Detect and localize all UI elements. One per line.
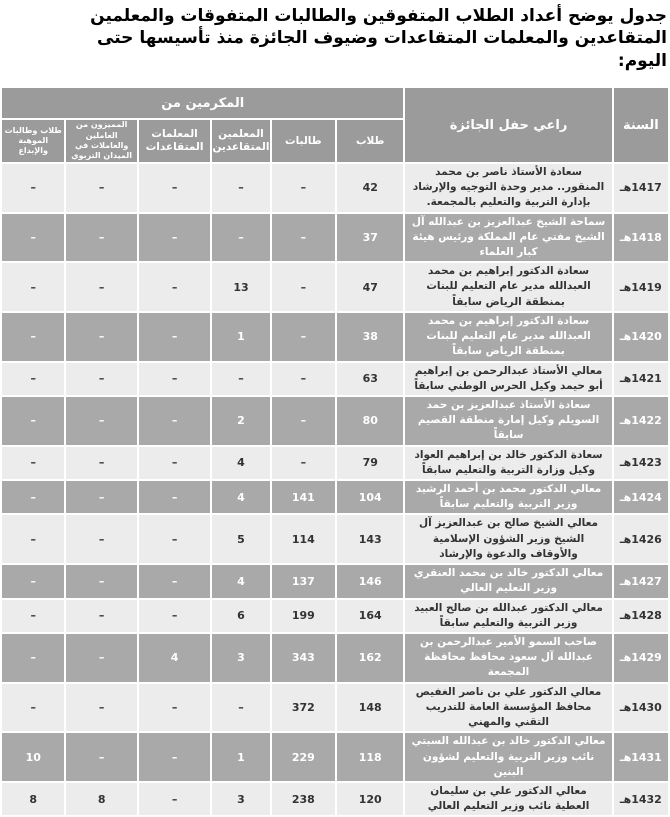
value-cell: –	[139, 565, 210, 597]
value-cell: –	[2, 634, 64, 682]
year-cell: 1428هـ	[614, 600, 668, 632]
year-cell: 1431هـ	[614, 733, 668, 781]
value-cell: –	[212, 363, 269, 395]
page-title: جدول يوضح أعداد الطلاب المتفوقين والطالبات المتفوقات والمعلمين المتقاعدين والمعلمات المتقاعدات وضيوف الجائزة منذ تأسيسها حتى اليوم:	[90, 6, 667, 71]
value-cell: –	[139, 684, 210, 732]
patron-cell: سعادة الأستاذ ناصر بن محمد المنقور.. مدير وحدة التوجيه والإرشاد بإدارة التربية والتعليم بالمجمعة.	[405, 164, 611, 212]
year-cell: 1421هـ	[614, 363, 668, 395]
table-row	[2, 783, 668, 815]
col-header-female-students: طالبات	[272, 120, 335, 162]
col-header-retired-male-teachers: المعلمين المتقاعدين	[212, 120, 269, 162]
value-cell: –	[272, 447, 335, 479]
table-row	[2, 164, 668, 212]
year-cell: 1423هـ	[614, 447, 668, 479]
value-cell: –	[66, 164, 136, 212]
value-cell: –	[272, 397, 335, 445]
value-cell: 146	[337, 565, 403, 597]
table-row	[2, 600, 668, 632]
value-cell: –	[66, 263, 136, 311]
value-cell: –	[66, 515, 136, 563]
value-cell: 8	[66, 783, 136, 815]
value-cell: 229	[272, 733, 335, 781]
value-cell: –	[139, 447, 210, 479]
patron-cell: سعادة الأستاذ عبدالعزيز بن حمد السويلم وكيل إمارة منطقة القصيم سابقاً	[405, 397, 611, 445]
table-row	[2, 515, 668, 563]
value-cell: –	[139, 363, 210, 395]
value-cell: 104	[337, 481, 403, 513]
patron-cell: سعادة الدكتور خالد بن إبراهيم العواد وكيل وزارة التربية والتعليم سابقاً	[405, 447, 611, 479]
value-cell: 2	[212, 397, 269, 445]
value-cell: 143	[337, 515, 403, 563]
value-cell: –	[139, 164, 210, 212]
value-cell: –	[272, 214, 335, 262]
patron-cell: معالي الدكتور علي بن ناصر الغفيص محافظ المؤسسة العامة للتدريب التقني والمهني	[405, 684, 611, 732]
value-cell: –	[212, 684, 269, 732]
value-cell: 4	[139, 634, 210, 682]
value-cell: 4	[212, 481, 269, 513]
col-header-patron: راعي حفل الجائزة	[405, 88, 611, 162]
patron-cell: معالي الدكتور علي بن سليمان العطية نائب وزير التعليم العالي	[405, 783, 611, 815]
value-cell: –	[66, 565, 136, 597]
value-cell: 372	[272, 684, 335, 732]
value-cell: –	[2, 600, 64, 632]
year-cell: 1427هـ	[614, 565, 668, 597]
col-header-year: السنة	[614, 88, 668, 162]
table-row	[2, 634, 668, 682]
value-cell: –	[272, 313, 335, 361]
value-cell: –	[272, 363, 335, 395]
year-cell: 1422هـ	[614, 397, 668, 445]
year-cell: 1417هـ	[614, 164, 668, 212]
value-cell: –	[139, 515, 210, 563]
value-cell: –	[66, 600, 136, 632]
value-cell: 199	[272, 600, 335, 632]
year-cell: 1430هـ	[614, 684, 668, 732]
patron-cell: معالي الدكتور عبدالله بن صالح العبيد وزير التربية والتعليم سابقاً	[405, 600, 611, 632]
value-cell: 118	[337, 733, 403, 781]
value-cell: –	[272, 164, 335, 212]
value-cell: –	[66, 733, 136, 781]
value-cell: –	[139, 783, 210, 815]
value-cell: –	[2, 481, 64, 513]
table-row	[2, 214, 668, 262]
awards-table	[0, 86, 670, 817]
value-cell: 164	[337, 600, 403, 632]
value-cell: –	[212, 214, 269, 262]
value-cell: –	[139, 733, 210, 781]
value-cell: 1	[212, 313, 269, 361]
value-cell: 79	[337, 447, 403, 479]
patron-cell: معالي الأستاذ عبدالرحمن بن إبراهيم أبو حيمد وكيل الحرس الوطني سابقاً	[405, 363, 611, 395]
value-cell: 120	[337, 783, 403, 815]
col-header-students: طلاب	[337, 120, 403, 162]
table-row	[2, 733, 668, 781]
table-header	[2, 88, 668, 162]
value-cell: 80	[337, 397, 403, 445]
value-cell: 8	[2, 783, 64, 815]
value-cell: 148	[337, 684, 403, 732]
year-cell: 1418هـ	[614, 214, 668, 262]
table-row	[2, 481, 668, 513]
value-cell: –	[139, 313, 210, 361]
value-cell: 4	[212, 447, 269, 479]
value-cell: –	[139, 600, 210, 632]
value-cell: –	[212, 164, 269, 212]
table-row	[2, 313, 668, 361]
value-cell: –	[2, 164, 64, 212]
value-cell: 6	[212, 600, 269, 632]
year-cell: 1420هـ	[614, 313, 668, 361]
value-cell: –	[66, 634, 136, 682]
value-cell: –	[66, 447, 136, 479]
year-cell: 1426هـ	[614, 515, 668, 563]
value-cell: 63	[337, 363, 403, 395]
value-cell: 47	[337, 263, 403, 311]
value-cell: –	[66, 684, 136, 732]
table-row	[2, 565, 668, 597]
value-cell: –	[272, 263, 335, 311]
value-cell: 343	[272, 634, 335, 682]
patron-cell: سماحة الشيخ عبدالعزيز بن عبدالله آل الشيخ مفتي عام المملكة ورئيس هيئة كبار العلماء	[405, 214, 611, 262]
value-cell: –	[2, 313, 64, 361]
value-cell: –	[66, 397, 136, 445]
value-cell: 1	[212, 733, 269, 781]
value-cell: –	[2, 363, 64, 395]
value-cell: –	[139, 214, 210, 262]
value-cell: –	[66, 481, 136, 513]
table-row	[2, 447, 668, 479]
value-cell: –	[2, 214, 64, 262]
year-cell: 1419هـ	[614, 263, 668, 311]
value-cell: –	[2, 684, 64, 732]
value-cell: –	[139, 481, 210, 513]
value-cell: 3	[212, 634, 269, 682]
value-cell: 10	[2, 733, 64, 781]
value-cell: 162	[337, 634, 403, 682]
value-cell: –	[139, 397, 210, 445]
col-header-distinguished-staff: المميزون من العاملين والعاملات في الميدان التربوي	[66, 120, 136, 162]
patron-cell: معالي الدكتور محمد بن أحمد الرشيد وزير التربية والتعليم سابقاً	[405, 481, 611, 513]
patron-cell: معالي الشيخ صالح بن عبدالعزيز آل الشيخ وزير الشؤون الإسلامية والأوقاف والدعوة والإرشاد	[405, 515, 611, 563]
value-cell: –	[2, 515, 64, 563]
patron-cell: سعادة الدكتور إبراهيم بن محمد العبدالله مدير عام التعليم للبنات بمنطقة الرياض سابقاً	[405, 313, 611, 361]
year-cell: 1424هـ	[614, 481, 668, 513]
value-cell: –	[139, 263, 210, 311]
value-cell: –	[66, 214, 136, 262]
year-cell: 1429هـ	[614, 634, 668, 682]
value-cell: 4	[212, 565, 269, 597]
value-cell: 13	[212, 263, 269, 311]
patron-cell: صاحب السمو الأمير عبدالرحمن بن عبدالله آل سعود محافظ محافظة المجمعة	[405, 634, 611, 682]
table-row	[2, 397, 668, 445]
value-cell: 5	[212, 515, 269, 563]
col-header-group-honored: المكرمين من	[2, 88, 403, 118]
value-cell: 38	[337, 313, 403, 361]
value-cell: –	[2, 447, 64, 479]
year-cell: 1432هـ	[614, 783, 668, 815]
value-cell: –	[2, 397, 64, 445]
col-header-gifted-students: طلاب وطالبات الموهبة والإبداع	[2, 120, 64, 162]
patron-cell: معالي الدكتور خالد بن عبدالله السبتي نائب وزير التربية والتعليم لشؤون البنين	[405, 733, 611, 781]
value-cell: 42	[337, 164, 403, 212]
value-cell: 3	[212, 783, 269, 815]
value-cell: 238	[272, 783, 335, 815]
col-header-retired-female-teachers: المعلمات المتقاعدات	[139, 120, 210, 162]
value-cell: 114	[272, 515, 335, 563]
value-cell: –	[2, 565, 64, 597]
value-cell: 37	[337, 214, 403, 262]
value-cell: 137	[272, 565, 335, 597]
patron-cell: سعادة الدكتور إبراهيم بن محمد العبدالله مدير عام التعليم للبنات بمنطقة الرياض سابقاً	[405, 263, 611, 311]
table-row	[2, 263, 668, 311]
patron-cell: معالي الدكتور خالد بن محمد العنقري وزير التعليم العالي	[405, 565, 611, 597]
value-cell: –	[2, 263, 64, 311]
table-row	[2, 363, 668, 395]
value-cell: 141	[272, 481, 335, 513]
table-row	[2, 684, 668, 732]
value-cell: –	[66, 363, 136, 395]
value-cell: –	[66, 313, 136, 361]
table-body	[2, 164, 668, 816]
